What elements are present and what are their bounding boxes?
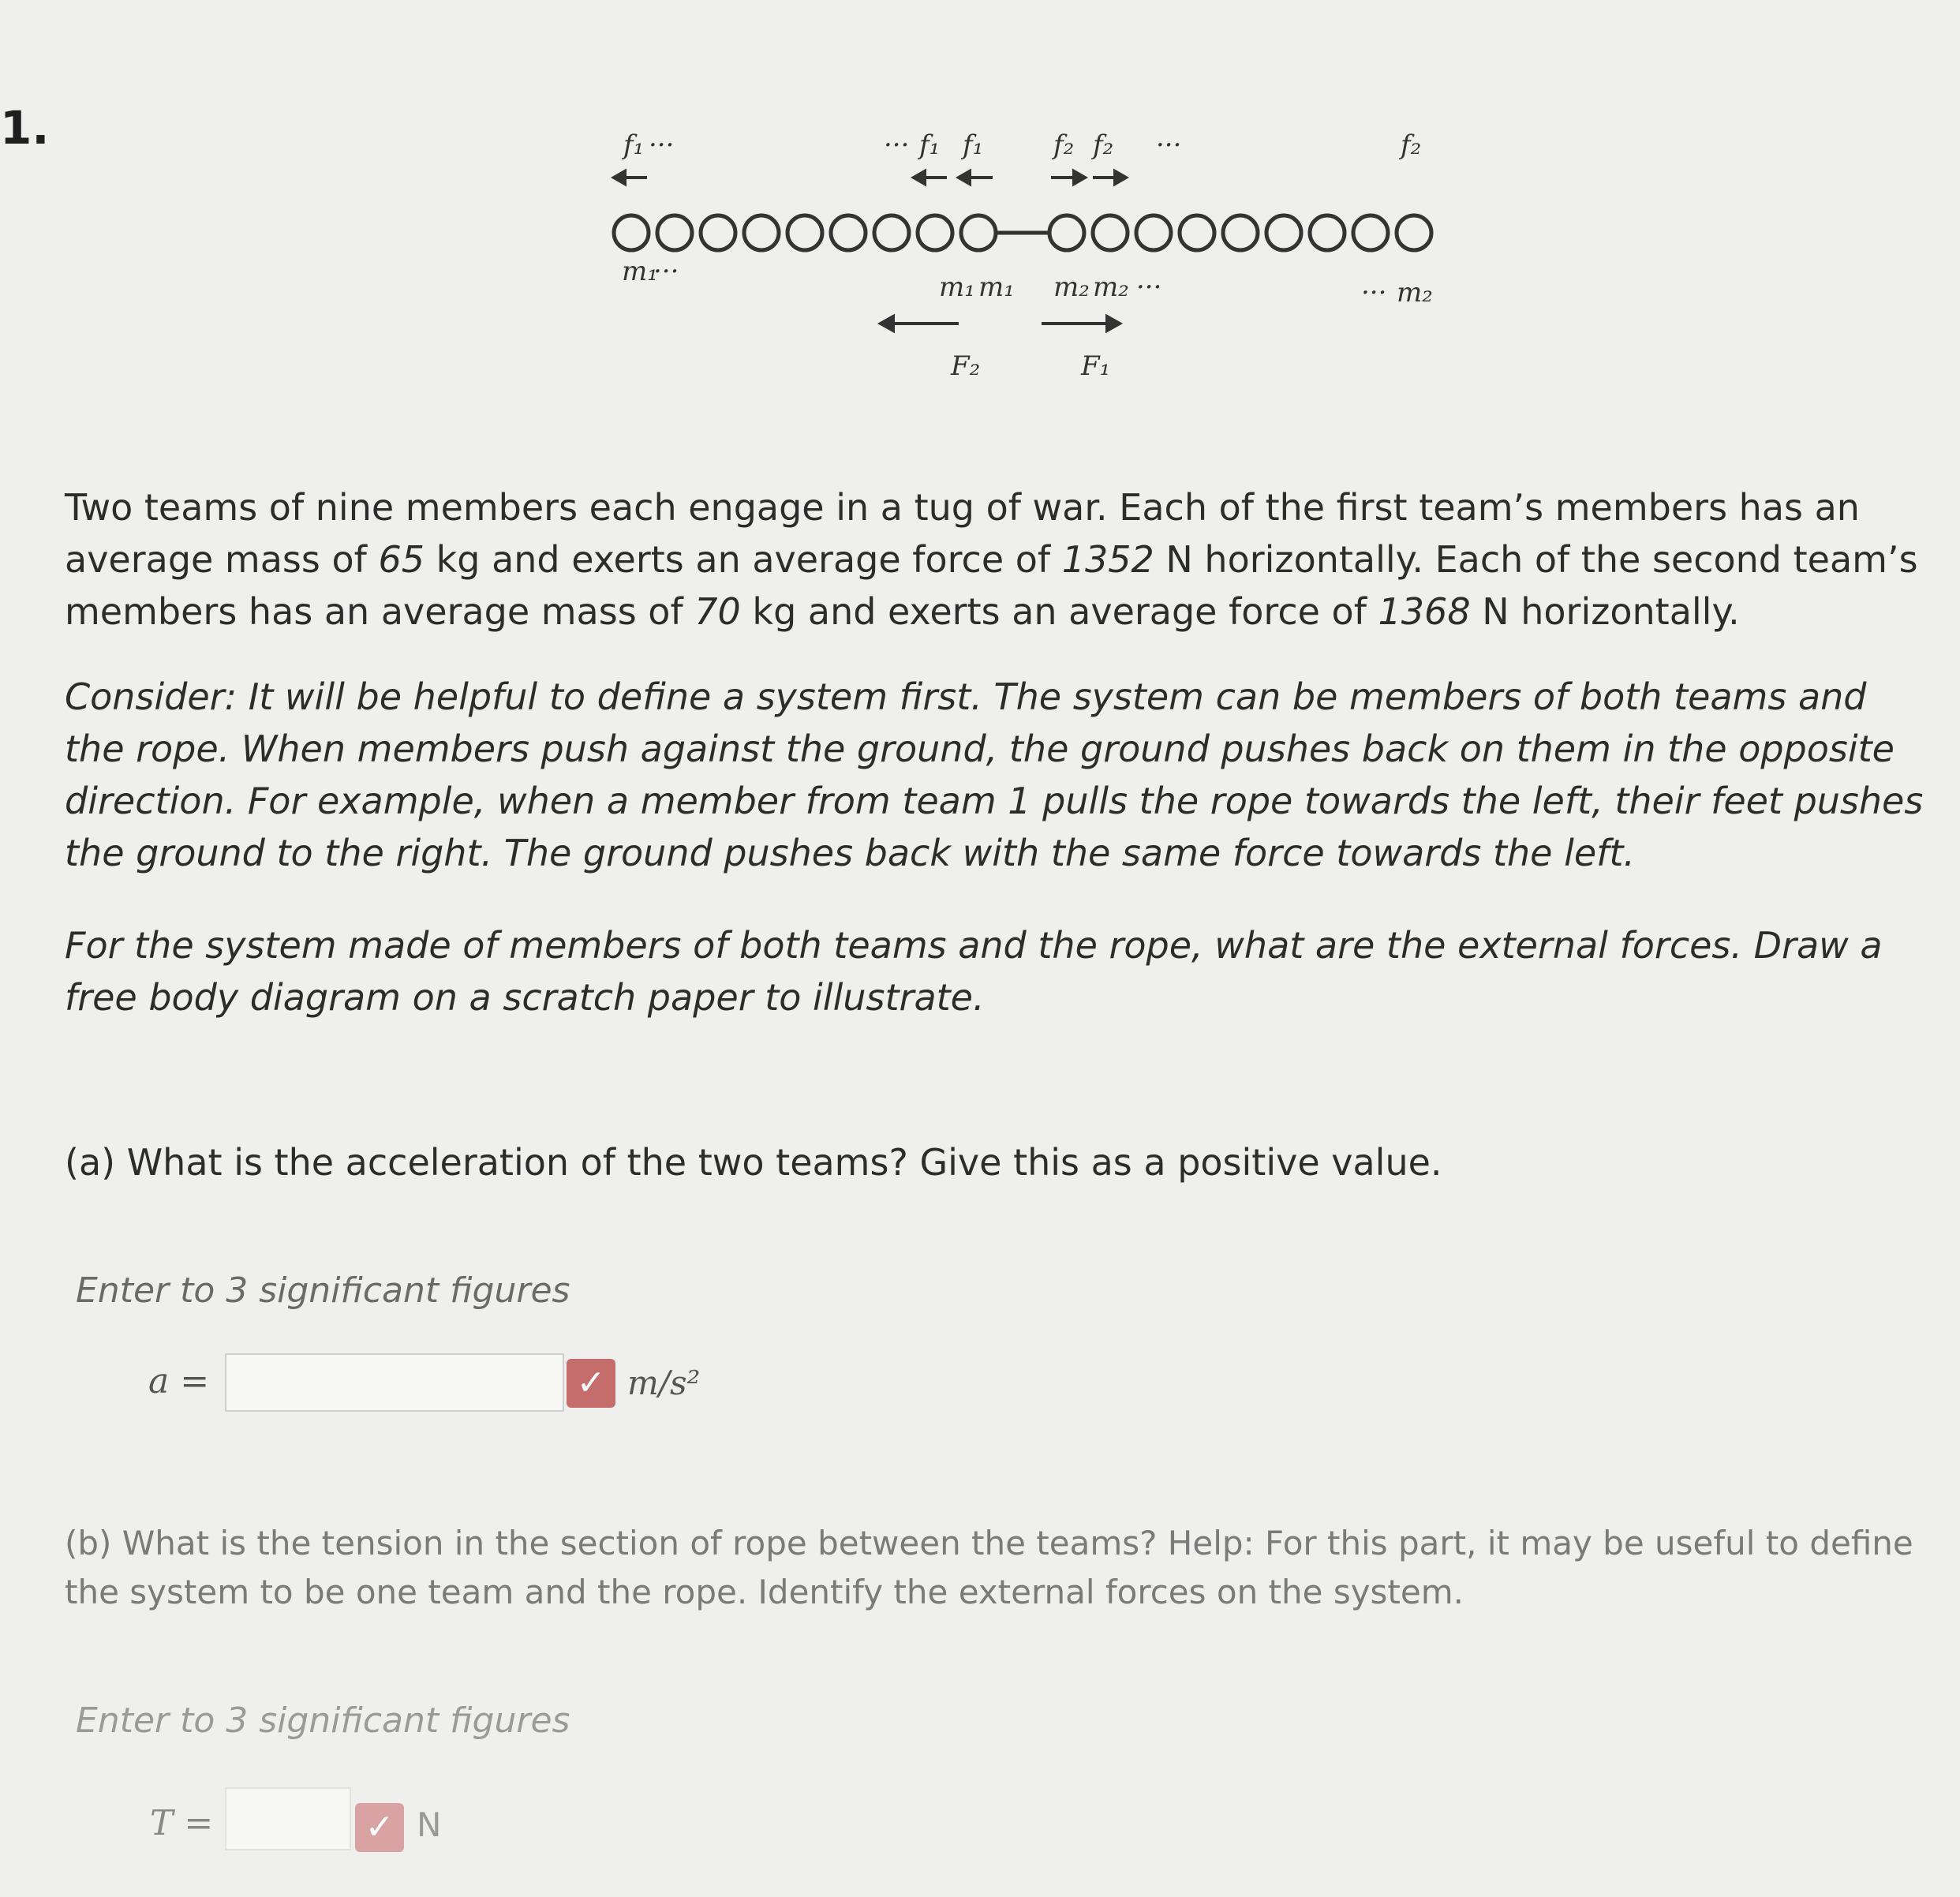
- label-dots: ···: [1136, 271, 1162, 303]
- part-b-unit: N: [417, 1805, 442, 1844]
- arrowhead: [1107, 316, 1120, 331]
- part-a-variable: a =: [148, 1361, 210, 1401]
- team2-member: [1223, 215, 1258, 250]
- team1-member: [918, 215, 952, 250]
- arrowhead: [881, 316, 893, 331]
- arrowhead: [614, 171, 625, 184]
- mass2-value: 70: [694, 590, 741, 633]
- part-a-question: (a) What is the acceleration of the two teams? Give this as a positive value.: [65, 1141, 1442, 1184]
- arrowhead: [1115, 171, 1126, 184]
- part-b-question: (b) What is the tension in the section of rope between the teams? Help: For this part, it may be useful to define the system to be one team and the rope. Identify the external forces on the system.: [65, 1524, 1913, 1611]
- force2-value: 1368: [1378, 590, 1471, 633]
- consider-note: Consider: It will be helpful to define a system first. The system can be members of both teams and the rope. When members push against the ground, the ground pushes back on them in the opposite direction. For example, when a member from team 1 pulls the rope towards the left, their feet pushes the ground to the right. The ground pushes back with the same force towards the left.: [65, 675, 1924, 874]
- label-f2: f₂: [1093, 129, 1114, 161]
- label-dots: ···: [649, 129, 675, 161]
- label-dots: ···: [884, 129, 910, 161]
- external-forces-prompt: For the system made of members of both teams and the rope, what are the external forces. Draw a free body diagram on a scratch paper to illustrate.: [65, 924, 1883, 1019]
- team2-member: [1397, 215, 1431, 250]
- label-dots: ···: [1361, 277, 1387, 309]
- label-F2: F₂: [951, 350, 981, 382]
- team1-member: [614, 215, 649, 250]
- force1-value: 1352: [1061, 538, 1154, 581]
- part-a-unit: m/s²: [627, 1364, 701, 1402]
- label-f1: f₁: [919, 129, 941, 161]
- label-f2: f₂: [1053, 129, 1075, 161]
- problem-statement: Two teams of nine members each engage in a tug of war. Each of the first team’s members has an average mass of 65 kg and exerts an average force of 1352 N horizontally. Each of the second team’s members has an average mass of 70 kg and exerts an average force of 1368 N horizontally.: [65, 486, 1918, 633]
- team2-member: [1093, 215, 1128, 250]
- team1-member: [787, 215, 822, 250]
- label-f2: f₂: [1401, 129, 1422, 161]
- label-F1: F₁: [1081, 350, 1111, 382]
- label-m2: m₂: [1093, 271, 1129, 303]
- label-dots: ···: [653, 256, 679, 287]
- part-b-variable: T =: [150, 1803, 214, 1843]
- label-m2: m₂: [1053, 271, 1090, 303]
- tug-of-war-diagram: [600, 95, 1444, 410]
- label-m1: m₁: [622, 256, 658, 287]
- acceleration-input[interactable]: [225, 1353, 564, 1412]
- team2-member: [1180, 215, 1214, 250]
- arrowhead: [1074, 171, 1085, 184]
- arrowhead: [914, 171, 925, 184]
- arrowhead: [959, 171, 970, 184]
- team1-member: [701, 215, 735, 250]
- team2-member: [1266, 215, 1301, 250]
- label-m2: m₂: [1397, 277, 1433, 309]
- team1-member: [744, 215, 779, 250]
- part-b-hint: Enter to 3 significant figures: [76, 1701, 570, 1741]
- team2-member: [1136, 215, 1171, 250]
- label-f1: f₁: [963, 129, 984, 161]
- team1-member: [874, 215, 909, 250]
- check-icon[interactable]: ✓: [355, 1803, 404, 1852]
- mass1-value: 65: [378, 538, 425, 581]
- part-a-hint: Enter to 3 significant figures: [76, 1270, 570, 1311]
- team2-member: [1310, 215, 1345, 250]
- tension-input[interactable]: [225, 1787, 351, 1850]
- team2-member: [1353, 215, 1388, 250]
- question-number: 1.: [0, 101, 50, 155]
- team1-member: [831, 215, 866, 250]
- team1-member: [961, 215, 996, 250]
- label-f1: f₁: [623, 129, 645, 161]
- team1-member: [657, 215, 692, 250]
- team2-member: [1049, 215, 1084, 250]
- label-m1: m₁: [978, 271, 1015, 303]
- label-m1: m₁: [939, 271, 975, 303]
- check-icon[interactable]: ✓: [567, 1359, 615, 1408]
- label-dots: ···: [1156, 129, 1182, 161]
